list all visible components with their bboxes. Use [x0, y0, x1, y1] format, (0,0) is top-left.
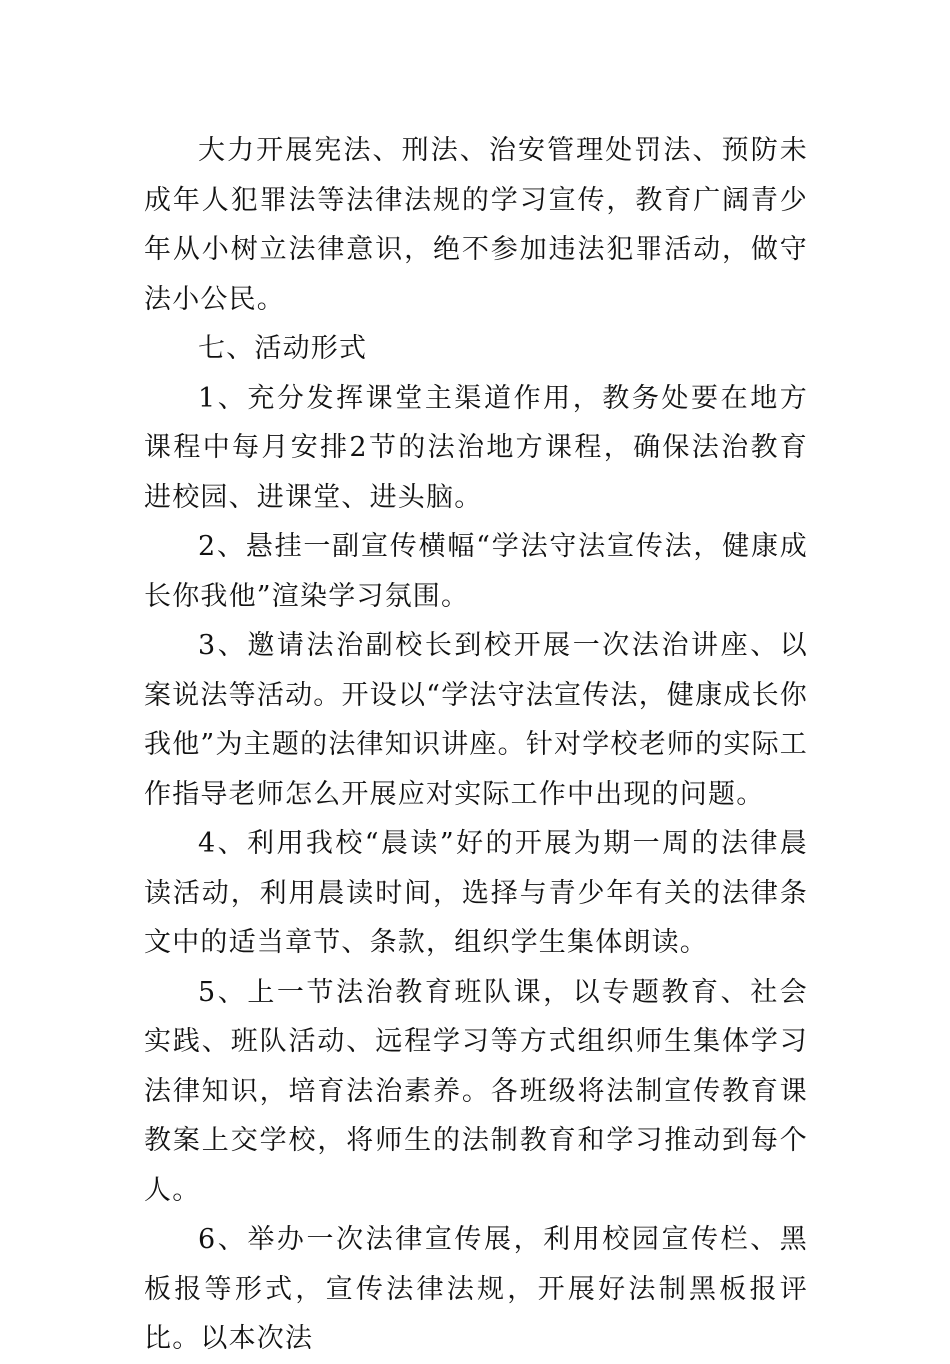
paragraph-item-3: 3、邀请法治副校长到校开展一次法治讲座、以案说法等活动。开设以“学法守法宣传法，健康成长你我他”为主题的法律知识讲座。针对学校老师的实际工作指导老师怎么开展应对实际工作中出现的问题。: [144, 630, 808, 810]
document-body: [144, 126, 808, 1364]
paragraph-intro: 大力开展宪法、刑法、治安管理处罚法、预防未成年人犯罪法等法律法规的学习宣传，教育广阔青少年从小树立法律意识，绝不参加违法犯罪活动，做守法小公民。: [144, 135, 808, 315]
paragraph-item-4: 4、利用我校“晨读”好的开展为期一周的法律晨读活动，利用晨读时间，选择与青少年有关的法律条文中的适当章节、条款，组织学生集体朗读。: [144, 828, 808, 958]
paragraph-item-6: 6、举办一次法律宣传展，利用校园宣传栏、黑板报等形式，宣传法律法规，开展好法制黑板报评比。以本次法: [144, 1224, 808, 1354]
section-heading-activity-forms: 七、活动形式: [198, 333, 368, 364]
paragraph-item-1: 1、充分发挥课堂主渠道作用，教务处要在地方课程中每月安排2节的法治地方课程，确保法治教育进校园、进课堂、进头脑。: [144, 382, 808, 513]
paragraph-item-5: 5、上一节法治教育班队课，以专题教育、社会实践、班队活动、远程学习等方式组织师生集体学习法律知识，培育法治素养。各班级将法制宣传教育课教案上交学校，将师生的法制教育和学习推动到每个人。: [144, 976, 808, 1206]
paragraph-item-2: 2、悬挂一副宣传横幅“学法守法宣传法，健康成长你我他”渲染学习氛围。: [144, 531, 808, 612]
